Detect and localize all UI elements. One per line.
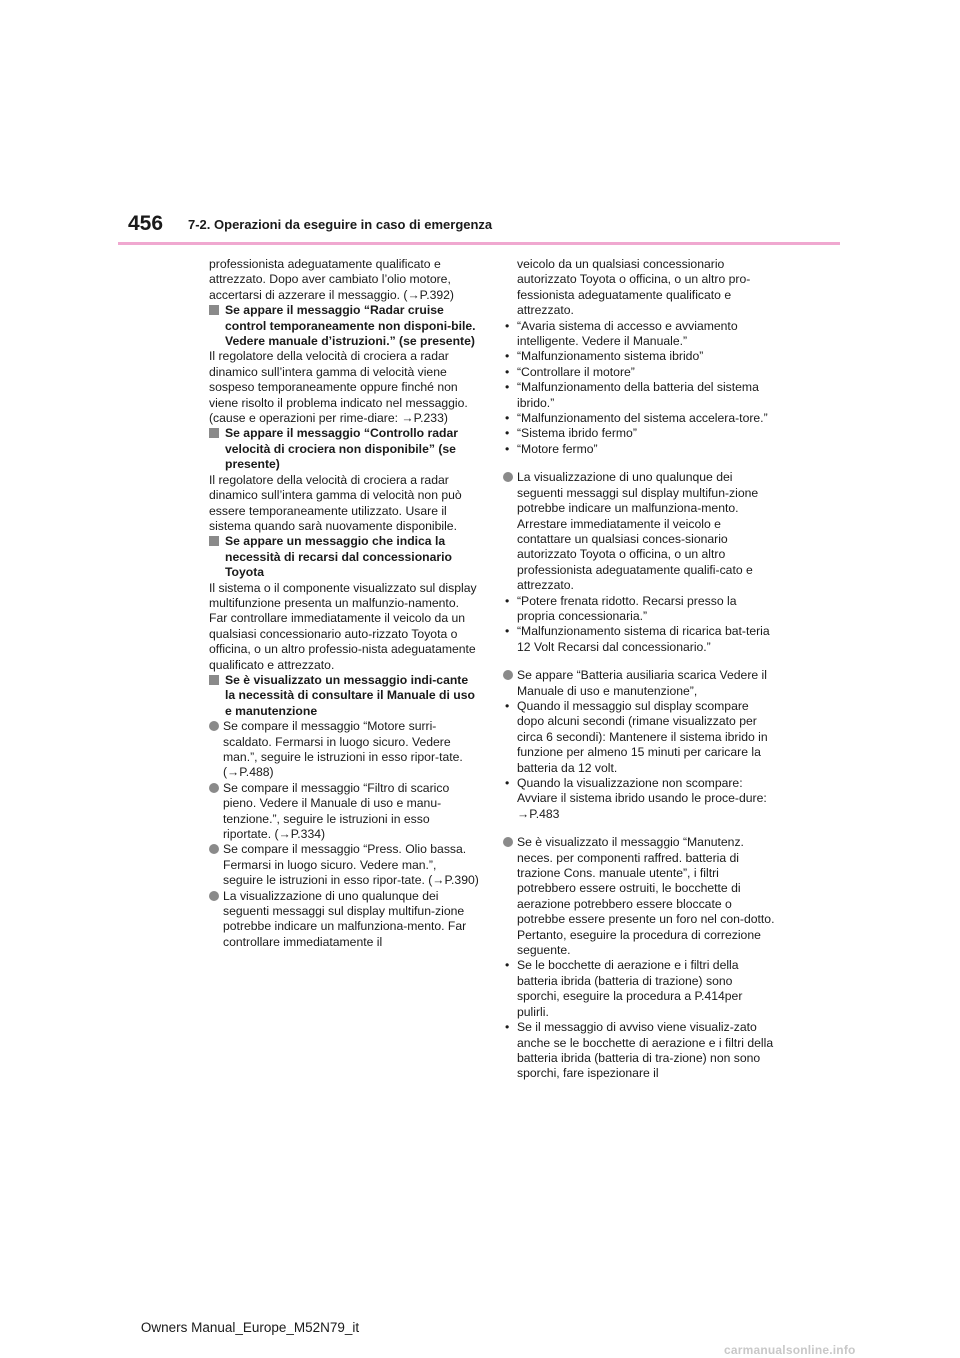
continuation-text: veicolo da un qualsiasi concessionario autorizzato Toyota o officina, o un altro pro-fessionista adeguatamente qualificato e attrezzato. xyxy=(517,257,751,318)
footer-label: Owners Manual_Europe_M52N79_it xyxy=(140,1320,360,1335)
list-item: • “Malfunzionamento della batteria del sistema ibrido.” xyxy=(505,380,759,410)
header-divider xyxy=(118,242,840,245)
list-item: • Se le bocchette di aerazione e i filtri della batteria ibrida (batteria di trazione) sono sporchi, eseguire la procedura a P.414per pulirli. xyxy=(505,958,743,1019)
section-title: 7-2. Operazioni da eseguire in caso di emergenza xyxy=(188,217,493,232)
list-item: • “Controllare il motore” xyxy=(505,364,635,379)
list-item: • “Avaria sistema di accesso e avviamento intelligente. Vedere il Manuale.” xyxy=(505,318,738,349)
round-bullet-icon xyxy=(503,837,513,847)
square-bullet-icon xyxy=(209,675,219,685)
bullet-stop-vehicle: La visualizzazione di uno qualunque dei seguenti messaggi sul display multifun-zione potrebbe indicare un malfunziona-mento. Arrestare immediatamente il veicolo e contattare un qualsiasi conces-sionario autorizzato Toyota o officina, o un altro professionista adeguatamente qualifi-cato e attrezzato. xyxy=(503,470,775,593)
list-battery-steps xyxy=(503,699,775,822)
list-item: • “Motore fermo” xyxy=(505,441,598,456)
list-stop-messages xyxy=(503,594,775,656)
list-item: • Quando la visualizzazione non scompare: Avviare il sistema ibrido usando le proce-dure: →P.483 xyxy=(505,776,767,821)
list-malfunction-messages xyxy=(503,319,775,458)
list-item: • “Sistema ibrido fermo” xyxy=(505,426,637,441)
list-item: • Quando il messaggio sul display scompare dopo alcuni secondi (rimane visualizzato per circa 6 secondi): Mantenere il sistema ibrido in funzione per almeno 15 minuti per caricare la batteria da 12 volt. xyxy=(505,698,768,775)
bullet-malfunction-messages: La visualizzazione di uno qualunque dei seguenti messaggi sul display multifun-zione potrebbe indicare un malfunziona-mento. Far controllare immediatamente il xyxy=(209,889,479,951)
intro-paragraph: professionista adeguatamente qualificato e attrezzato. Dopo aver cambiato l’olio motore, accertarsi di azzerare il messaggio. (→P.392) xyxy=(209,257,454,302)
round-bullet-icon xyxy=(503,472,513,482)
paragraph-dealer-message: Il sistema o il componente visualizzato sul display multifunzione presenta un malfunzio-namento. Far controllare immediatamente il veicolo da un qualsiasi concessionario auto-rizzato Toyota o officina, o un altro professio-nista adeguatamente qualificato e attrezzato. xyxy=(209,580,477,672)
heading-manual-message: Se è visualizzato un messaggio indi-cante la necessità di consultare il Manuale di uso e manutenzione xyxy=(209,673,479,719)
round-bullet-icon xyxy=(209,891,219,901)
watermark-logo: carmanualsonline.info xyxy=(724,1343,856,1357)
heading-radar-unavailable: Se appare il messaggio “Controllo radar velocità di crociera non disponibile” (se presente) xyxy=(209,426,479,472)
bullet-engine-overheat: Se compare il messaggio “Motore surri-scaldato. Fermarsi in luogo sicuro. Vedere man.”, seguire le istruzioni in esso ripor-tate. (→P.488) xyxy=(209,719,479,781)
bullet-auxiliary-battery: Se appare “Batteria ausiliaria scarica Vedere il Manuale di uso e manutenzione”, xyxy=(503,668,775,699)
list-item: • “Malfunzionamento del sistema accelera-tore.” xyxy=(505,411,768,426)
round-bullet-icon xyxy=(503,670,513,680)
list-cooling-steps xyxy=(503,958,775,1081)
page-number: 456 xyxy=(128,212,164,235)
paragraph-radar-unavailable: Il regolatore della velocità di crociera a radar dinamico sull’intera gamma di velocità non può essere temporaneamente utilizzato. Usare il sistema quando sarà nuovamente disponibile. xyxy=(209,472,462,533)
bullet-cooling-maintenance: Se è visualizzato il messaggio “Manutenz. neces. per componenti raffred. batteria di trazione Cons. manuale utente”, i filtri potrebbero essere ostruiti, le bocchette di aerazione potrebbero essere bloccate o potrebbe essere presente un foro nel con-dotto. Pertanto, eseguire la procedura di correzione seguente. xyxy=(503,835,775,958)
square-bullet-icon xyxy=(209,536,219,546)
heading-radar-cruise: Se appare il messaggio “Radar cruise control temporaneamente non disponi-bile. Vedere manuale d’istruzioni.” (se presente) xyxy=(209,303,479,349)
list-item: • Se il messaggio di avviso viene visualiz-zato anche se le bocchette di aerazione e i filtri della batteria ibrida (batteria di tra-zione) non sono sporchi, fare ispezionare il xyxy=(505,1020,774,1081)
bullet-exhaust-filter: Se compare il messaggio “Filtro di scarico pieno. Vedere il Manuale di uso e manu-tenzione.”, seguire le istruzioni in esso riportate. (→P.334) xyxy=(209,781,479,843)
heading-dealer-message: Se appare un messaggio che indica la necessità di recarsi dal concessionario Toyota xyxy=(209,534,479,580)
round-bullet-icon xyxy=(209,844,219,854)
round-bullet-icon xyxy=(209,783,219,793)
square-bullet-icon xyxy=(209,428,219,438)
list-item: • “Potere frenata ridotto. Recarsi presso la propria concessionaria.” xyxy=(505,593,737,623)
list-item: • “Malfunzionamento sistema ibrido” xyxy=(505,349,704,364)
round-bullet-icon xyxy=(209,721,219,731)
bullet-oil-pressure: Se compare il messaggio “Press. Olio bassa. Fermarsi in luogo sicuro. Vedere man.”, seguire le istruzioni in esso ripor-tate. (→P.390) xyxy=(209,842,479,888)
left-column xyxy=(209,257,479,950)
right-column xyxy=(503,257,775,1082)
list-item: • “Malfunzionamento sistema di ricarica bat-teria 12 Volt Recarsi dal concessionario.” xyxy=(505,624,770,654)
square-bullet-icon xyxy=(209,305,219,315)
paragraph-radar-cruise: Il regolatore della velocità di crociera a radar dinamico sull’intera gamma di velocità viene sospeso temporaneamente oppure finché non viene risolto il problema indicato nel messaggio. (cause e operazioni per rime-diare: →P.233) xyxy=(209,349,468,426)
